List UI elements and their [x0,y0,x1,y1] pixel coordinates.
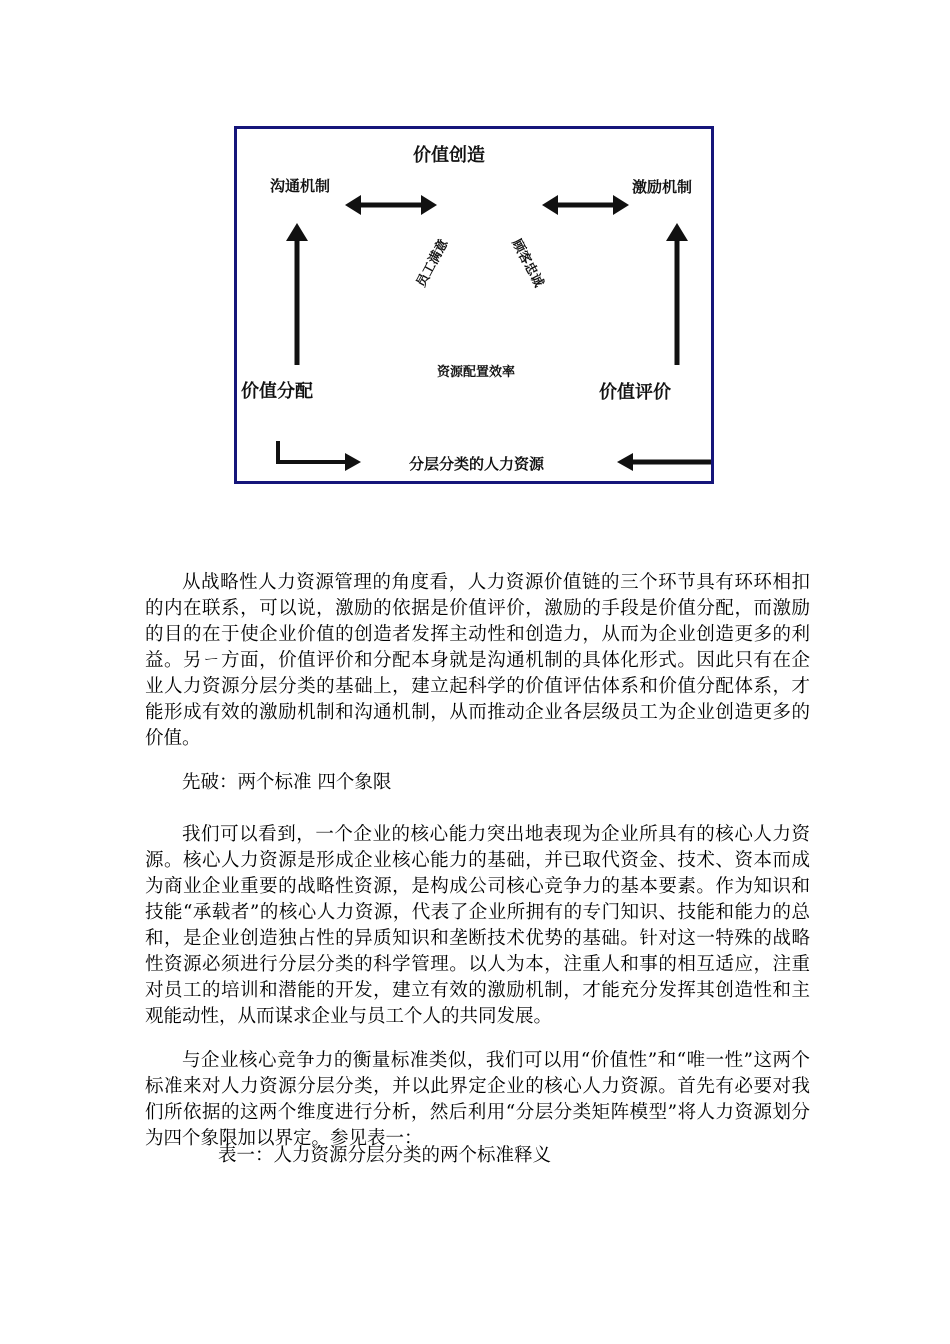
label-layered-hr: 分层分类的人力资源 [409,455,545,473]
label-incentive-mechanism: 激励机制 [632,178,693,196]
label-communication-mechanism: 沟通机制 [270,177,331,195]
label-value-evaluation: 价值评价 [599,382,671,403]
double-arrow-right [542,195,629,215]
value-chain-diagram [234,126,714,484]
paragraph-1: 从战略性人力资源管理的角度看，人力资源价值链的三个环节具有环环相扣的内在联系，可以说，激励的依据是价值评价，激励的手段是价值分配，而激励的目的在于使企业价值的创造者发挥主动性和创造力，从而为企业创造更多的利益。另ㄧ方面，价值评价和分配本身就是沟通机制的具体化形式。因此只有在企业人力资源分层分类的基础上，建立起科学的价值评估体系和价值分配体系，才能形成有效的激励机制和沟通机制，从而推动企业各层级员工为企业创造更多的价值。 [145,572,810,749]
section-heading: 先破：两个标准 四个象限 [182,772,392,793]
label-value-creation: 价值创造 [413,145,485,166]
label-employee-satisfaction: 员工满意 [413,236,452,290]
bottom-left-arrow [278,441,361,471]
paragraph-2: 我们可以看到，一个企业的核心能力突出地表现为企业所具有的核心人力资源。核心人力资源是形成企业核心能力的基础，并已取代资金、技术、资本而成为商业企业重要的战略性资源，是构成公司核心竞争力的基本要素。作为知识和技能“承载者”的核心人力资源，代表了企业所拥有的专门知识、技能和能力的总和，是企业创造独占性的异质知识和垄断技术优势的基础。针对这一特殊的战略性资源必须进行分层分类的科学管理。以人为本，注重人和事的相互适应，注重对员工的培训和潜能的开发，建立有效的激励机制，才能充分发挥其创造性和主观能动性，从而谋求企业与员工个人的共同发展。 [145,824,810,1027]
label-customer-loyalty: 顾客忠诚 [508,236,547,290]
double-arrow-left [345,195,437,215]
up-arrow-left [286,223,308,365]
label-value-distribution: 价值分配 [241,381,313,402]
paragraph-3: 与企业核心竞争力的衡量标准类似，我们可以用“价值性”和“唯一性”这两个标准来对人力资源分层分类，并以此界定企业的核心人力资源。首先有必要对我们所依据的这两个维度进行分析，然后利用“分层分类矩阵模型”将人力资源划分为四个象限加以界定。参见表一： [145,1050,810,1149]
label-resource-allocation: 资源配置效率 [437,365,516,380]
bottom-right-arrow [617,453,711,471]
up-arrow-right [666,223,688,365]
table-caption: 表一：人力资源分层分类的两个标准释义 [218,1145,552,1166]
